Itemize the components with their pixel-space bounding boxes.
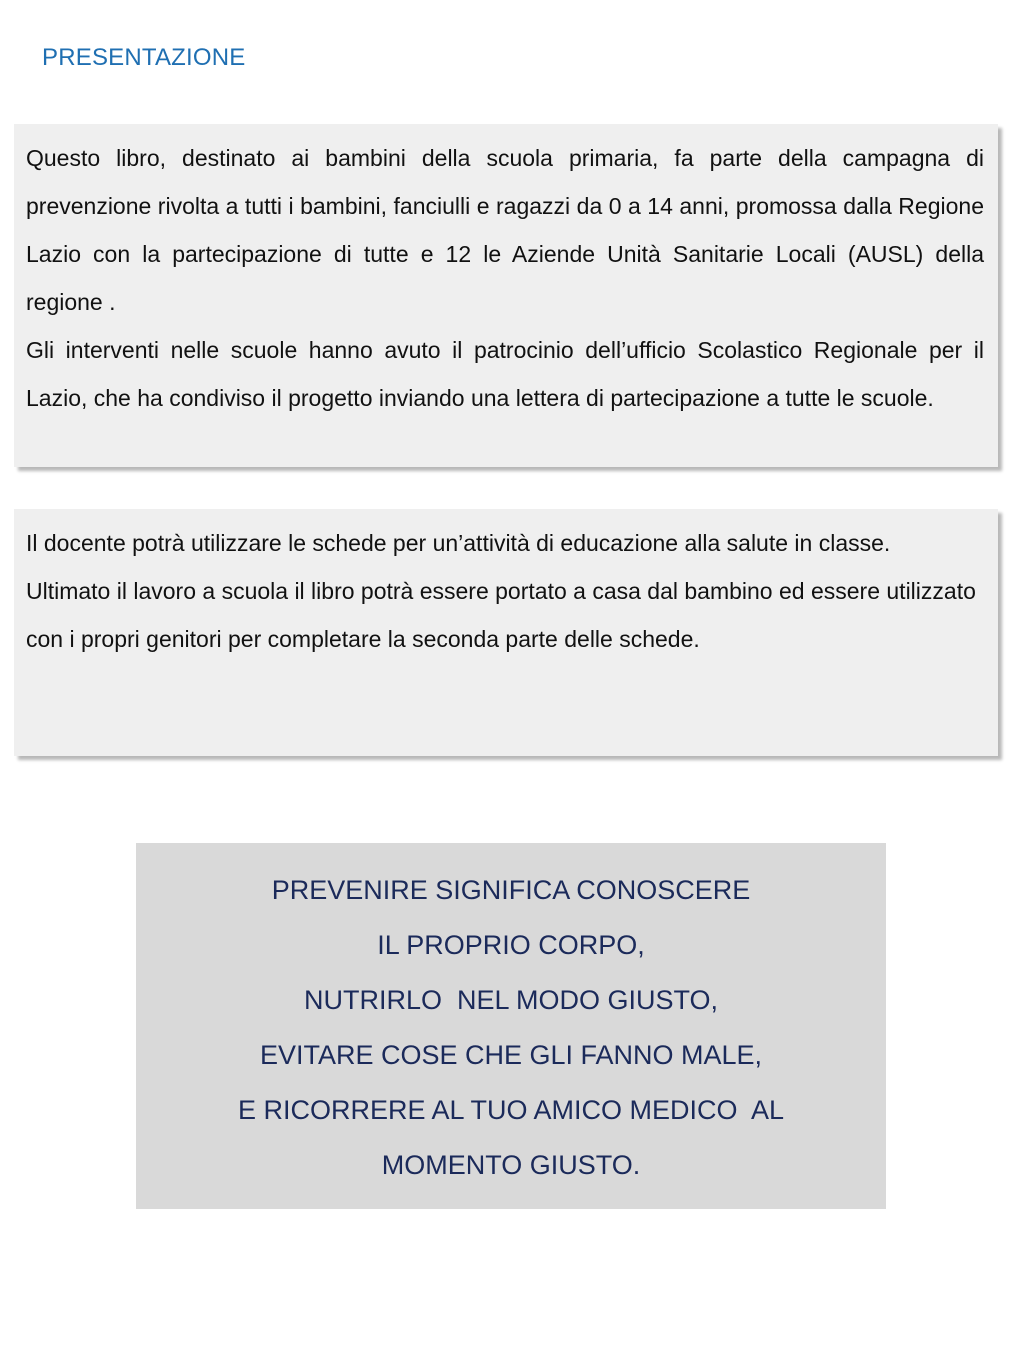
motto-line-3: NUTRIRLO NEL MODO GIUSTO, — [303, 985, 719, 1015]
motto-box — [136, 843, 886, 1209]
teacher-paragraph-1: Il docente potrà utilizzare le schede per un’attività di educazione alla salute in classe. — [26, 530, 891, 556]
intro-paragraph-1: Questo libro, destinato ai bambini della scuola primaria, fa parte della campagna di prevenzione rivolta a tutti i bambini, fanciulli e ragazzi da 0 a 14 anni, promossa dalla Regione Lazio con la partecipazione di tutte e 12 le Aziende Unità Sanitarie Locali (AUSL) della regione . — [26, 145, 984, 315]
motto-line-4: EVITARE COSE CHE GLI FANNO MALE, — [259, 1040, 763, 1070]
motto-line-5: E RICORRERE AL TUO AMICO MEDICO AL — [237, 1095, 785, 1125]
motto-line-1: PREVENIRE SIGNIFICA CONOSCERE — [271, 875, 751, 905]
motto-line-6: MOMENTO GIUSTO. — [381, 1150, 641, 1180]
teacher-text-box — [14, 509, 998, 756]
teacher-paragraph-2: Ultimato il lavoro a scuola il libro potrà essere portato a casa dal bambino ed essere utilizzato con i propri genitori per completare la seconda parte delle schede. — [26, 578, 976, 652]
intro-text-box — [14, 124, 998, 467]
page-title: PRESENTAZIONE — [42, 44, 246, 71]
motto-line-2: IL PROPRIO CORPO, — [377, 930, 645, 960]
intro-paragraph-2: Gli interventi nelle scuole hanno avuto il patrocinio dell’ufficio Scolastico Regionale per il Lazio, che ha condiviso il progetto inviando una lettera di partecipazione a tutte le scuole. — [26, 337, 984, 411]
